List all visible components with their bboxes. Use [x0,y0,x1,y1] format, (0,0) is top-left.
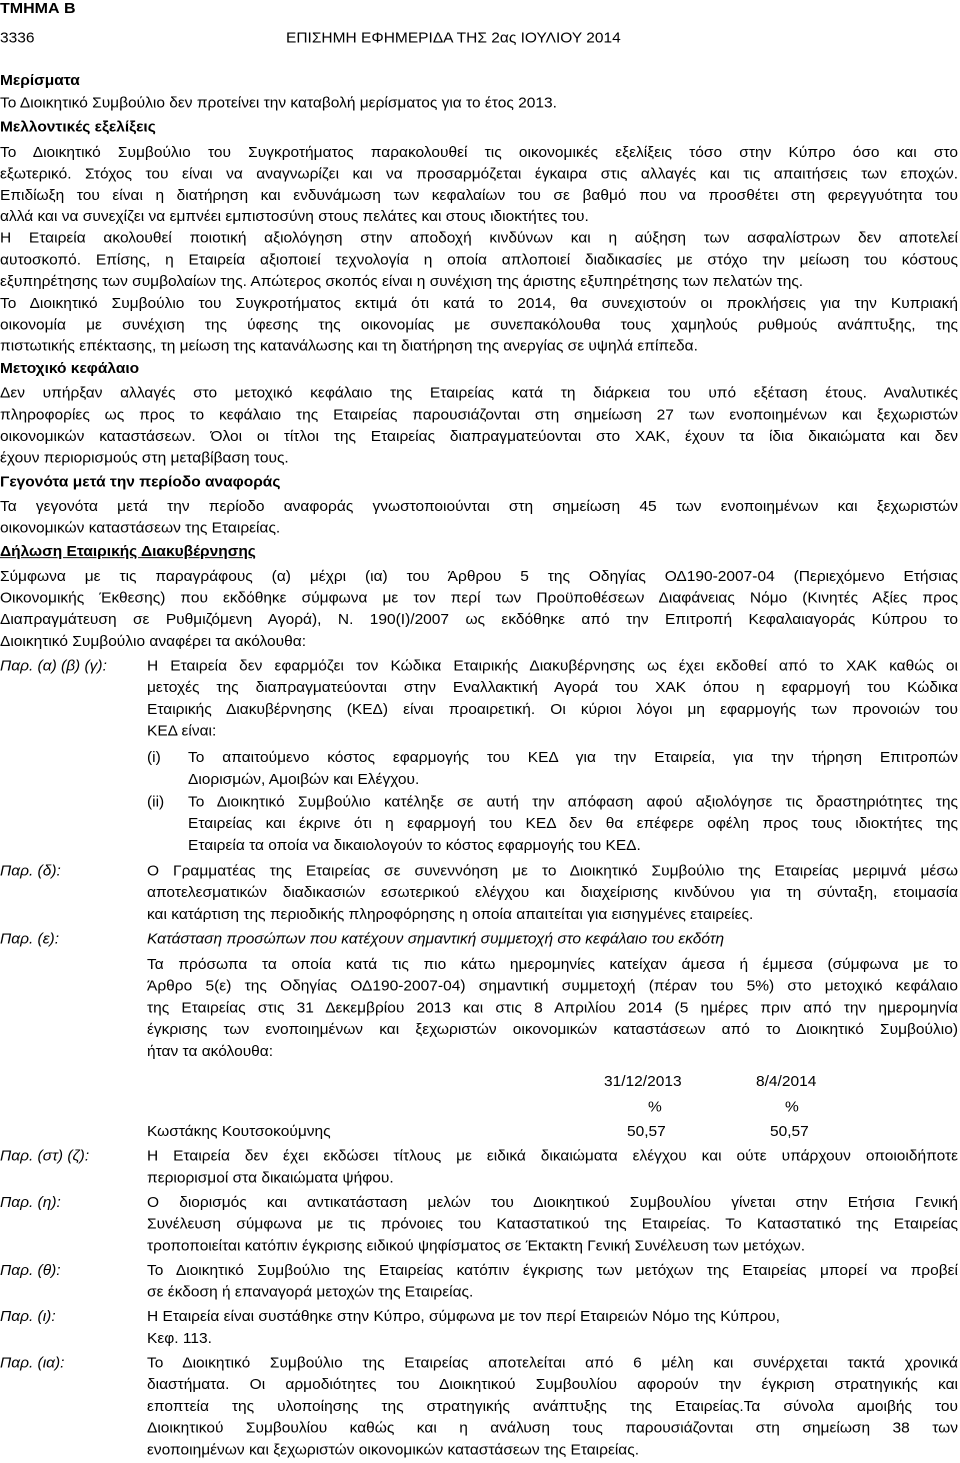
text-line: Τα γεγονότα μετά την περίοδο αναφοράς γνωστοποιούνται στη σημείωση 45 των ενοποιημένων και ξεχωριστών [0,498,958,515]
text-line: Διορισμών, Αμοιβών και Ελέγχου. [188,771,420,788]
paragraph-label: Παρ. (δ): [0,863,61,880]
text-line: διαστήματα. Οι αρμοδιότητες του Διοικητικού Συμβουλίου αφορούν την έγκριση στρατηγικής και [147,1376,958,1393]
text-line: Το Διοικητικό Συμβούλιο της Εταιρείας κατόπιν έγκρισης των μετόχων της Εταιρείας μπορεί να προβεί [147,1262,958,1279]
text-line: Διαπραγμάτευση σε Ρυθμιζόμενη Αγορά), Ν. 190(Ι)/2007 ως εκδόθηκε από την Επιτροπή Κεφαλαιαγοράς Κύπρου το [0,611,958,629]
text-line: πιστωτικής επέκτασης, τη μείωση της κατανάλωσης και τη διατήρηση της ανεργίας σε υψηλά επίπεδα. [0,338,698,355]
table-header-date-2: 8/4/2014 [756,1073,817,1090]
text-line: πληροφορίες ως προς το κεφάλαιο της Εταιρείας παρουσιάζονται στη σημείωση 27 των ενοποιημένων και ξεχωριστών [0,407,958,424]
paragraph-label: Παρ. (στ) (ζ): [0,1148,90,1165]
text-line: αυτοσκοπό. Επίσης, η Εταιρεία αξιοποιεί τεχνολογία η οποία απλοποιεί διαδικασίες με στόχο την μείωση του κόστους [0,252,958,269]
text-line: Κεφ. 113. [147,1330,212,1347]
text-line: Το Διοικητικό Συμβούλιο του Συγκροτήματος παρακολουθεί τις οικονομικές εξελίξεις τόσο στην Κύπρο όσο και στο [0,144,958,161]
text-line: Το Διοικητικό Συμβούλιο της Εταιρείας αποτελείται από 6 μέλη και συνέρχεται τακτά χρονικά [147,1355,958,1372]
text-line: ενοποιημένων και ξεχωριστών οικονομικών καταστάσεων της Εταιρείας. [147,1442,640,1459]
text-line: Η Εταιρεία δεν εφαρμόζει τον Κώδικα Εταιρικής Διακυβέρνησης ως έχει εκδοθεί από το ΧΑΚ καθώς οι [147,658,958,675]
text-line: Το Διοικητικό Συμβούλιο του Συγκροτήματος εκτιμά ότι κατά το 2014, θα συνεχιστούν οι προκλήσεις για την Κυπριακή [0,295,958,312]
heading-dividends: Μερίσματα [0,72,80,89]
paragraph-label: Παρ. (α) (β) (γ): [0,658,107,675]
heading-governance: Δήλωση Εταιρικής Διακυβέρνησης [0,543,256,561]
text-line: σε έκδοση ή επαναγορά μετοχών της Εταιρείας. [147,1284,474,1301]
text-line: οικονομικών καταστάσεων της Εταιρείας. [0,520,281,537]
table-unit-2: % [785,1099,799,1116]
text-line: Οικονομικής Έκθεσης) που εκδόθηκε σύμφωνα με τον περί των Προϋποθέσεων Διαφάνειας Νόμο (Κινητές Αξίες προς [0,590,958,607]
text-line: εξωτερικό. Στόχος του είναι να αναγνωρίζει και να προσαρμόζεται έγκαιρα στις αλλαγές και τις απαιτήσεις των εποχών. [0,166,958,183]
text-line: περιορισμοί στα δικαιώματα ψήφου. [147,1170,394,1187]
text-line: Επιδίωξη του είναι η διατήρηση και ενδυνάμωση των κεφαλαίων του σε βαθμό που να προσθέτει στη φερεγγυότητα του [0,187,958,204]
heading-future: Μελλοντικές εξελίξεις [0,118,156,136]
paragraph-dividends: Το Διοικητικό Συμβούλιο δεν προτείνει την καταβολή μερίσματος για το έτος 2013. [0,95,557,112]
text-line: Διοικητικό Συμβούλιο αναφέρει τα ακόλουθα: [0,633,307,650]
text-line: Η Εταιρεία ακολουθεί ποιοτική αξιολόγηση στην αποδοχή κινδύνων και η αύξηση των ασφαλίστρων δεν αποτελεί [0,230,958,247]
page-number: 3336 [0,30,35,47]
text-line: ήταν τα ακόλουθα: [147,1043,274,1060]
text-line: Συνέλευση σύμφωνα με τις πρόνοιες του Καταστατικού της Εταιρείας. Το Καταστατικό της Εταιρείας [147,1216,958,1233]
paragraph-label: Παρ. (ι): [0,1308,56,1325]
table-row-value-2: 50,57 [770,1123,809,1140]
heading-events: Γεγονότα μετά την περίοδο αναφοράς [0,474,281,491]
text-line: Σύμφωνα με τις παραγράφους (α) μέχρι (ια) του Άρθρου 5 της Οδηγίας ΟΔ190-2007-04 (Περιεχόμενο Ετήσιας [0,568,958,585]
text-line: οικονομικών καταστάσεων. Όλοι οι τίτλοι της Εταιρείας διαπραγματεύονται στο ΧΑΚ, έχουν τα ίδια δικαιώματα και δεν [0,428,958,445]
roman-numeral: (ii) [147,794,165,811]
text-line: Η Εταιρεία είναι συστάθηκε στην Κύπρο, σύμφωνα με τον περί Εταιρειών Νόμο της Κύπρου, [147,1308,780,1325]
text-line: Η Εταιρεία δεν έχει εκδώσει τίτλους με ειδικά δικαιώματα ελέγχου και ούτε υπάρχουν οποιοιδήποτε [147,1148,958,1165]
text-line: Εταιρεία τα οποία να δικαιολογούν το κόστος εφαρμογής του ΚΕΔ. [188,837,641,854]
paragraph-label: Παρ. (η): [0,1194,61,1211]
table-row-name: Κωστάκης Κουτσοκούμνης [147,1123,331,1140]
text-line: και κατάρτιση της περιοδικής πληροφόρησης η οποία απαιτείται για εισηγμένες εταιρείες. [147,906,754,923]
heading-share-capital: Μετοχικό κεφάλαιο [0,360,140,377]
text-line: αλλά και να συνεχίζει να εμπνέει εμπιστοσύνη στους πελάτες και στους ιδιοκτήτες του. [0,208,589,225]
paragraph-label: Παρ. (ια): [0,1355,65,1372]
text-line: έγκρισης των ενοποιημένων και ξεχωριστών οικονομικών καταστάσεων από το Διοικητικό Συμβούλιο) [147,1021,958,1038]
text-line: Εταιρικής Διακυβέρνησης (ΚΕΔ) είναι προαιρετική. Οι κύριοι λόγοι μη εφαρμογής των προνοιών του [147,701,958,718]
text-line: τροποποιείται κατόπιν έγκρισης ειδικού ψηφίσματος σε Έκτακτη Γενική Συνέλευση των μετόχων. [147,1238,806,1255]
table-header-date-1: 31/12/2013 [604,1073,682,1090]
paragraph-title: Κατάσταση προσώπων που κατέχουν σημαντική συμμετοχή στο κεφάλαιο του εκδότη [147,931,725,948]
text-line: Εταιρείας και έκρινε ότι η εφαρμογή του ΚΕΔ δεν θα επέφερε οφέλη προς τους ιδιοκτήτες της [188,815,958,832]
section-header: ΤΜΗΜΑ Β [0,0,76,17]
text-line: της Εταιρείας στις 31 Δεκεμβρίου 2013 και στις 8 Απριλίου 2014 (5 ημέρες πριν από την ημερομηνία [147,1000,958,1017]
text-line: Διοικητικού Συμβουλίου καθώς και η ανάλυση τους παρουσιάζονται στη σημείωση 38 των [147,1420,958,1437]
text-line: εξυπηρέτησης των συμβολαίων της. Απώτερος σκοπός είναι η συνέχιση της άριστης εξυπηρέτησης των πελατών της. [0,273,804,290]
paragraph-label: Παρ. (ε): [0,931,60,948]
text-line: οικονομία με συνέχιση της ύφεσης της οικονομίας με συνεπακόλουθα τους χαμηλούς ρυθμούς ανάπτυξης, της [0,317,958,334]
text-line: Άρθρο 5(ε) της Οδηγίας ΟΔ190-2007-04) σημαντική συμμετοχή (πέραν του 5%) στο μετοχικό κεφάλαιο [147,978,958,995]
text-line: Τα πρόσωπα τα οποία κατά τις πιο κάτω ημερομηνίες κατείχαν άμεσα ή έμμεσα (σύμφωνα με το [147,956,958,973]
text-line: Το απαιτούμενο κόστος εφαρμογής του ΚΕΔ για την Εταιρεία, για την τήρηση Επιτροπών [188,749,958,766]
text-line: Το Διοικητικό Συμβούλιο κατέληξε σε αυτή την απόφαση αφού αξιολόγησε τις δραστηριότητες της [188,794,958,811]
text-line: Ο Γραμματέας της Εταιρείας σε συνεννόηση με το Διοικητικό Συμβούλιο της Εταιρείας μεριμνά μέσω [147,863,958,880]
text-line: μετοχές της διαπραγματεύονται στην Εναλλακτική Αγορά του ΧΑΚ όπου η εφαρμογή του Κώδικα [147,679,958,697]
table-row-value-1: 50,57 [627,1123,666,1140]
text-line: εποπτεία της υλοποίησης της στρατηγικής ανάπτυξης της Εταιρείας.Τα σύνολα αμοιβής του [147,1398,958,1415]
table-unit-1: % [648,1099,662,1116]
gazette-title: ΕΠΙΣΗΜΗ ΕΦΗΜΕΡΙΔΑ ΤΗΣ 2ας ΙΟΥΛΙΟΥ 2014 [286,30,621,47]
text-line: αποτελεσματικών διαδικασιών εσωτερικού ελέγχου και διαχείρισης κινδύνου για τη σύνταξη, ετοιμασία [147,884,958,901]
roman-numeral: (i) [147,749,161,766]
paragraph-label: Παρ. (θ): [0,1262,61,1279]
text-line: Ο διορισμός και αντικατάσταση μελών του Διοικητικού Συμβουλίου γίνεται στην Ετήσια Γενική [147,1194,958,1211]
text-line: ΚΕΔ είναι: [147,723,217,740]
text-line: Δεν υπήρξαν αλλαγές στο μετοχικό κεφάλαιο της Εταιρείας κατά τη διάρκεια του υπό εξέταση έτους. Αναλυτικές [0,385,958,402]
text-line: έχουν περιορισμούς στη μεταβίβαση τους. [0,450,289,467]
